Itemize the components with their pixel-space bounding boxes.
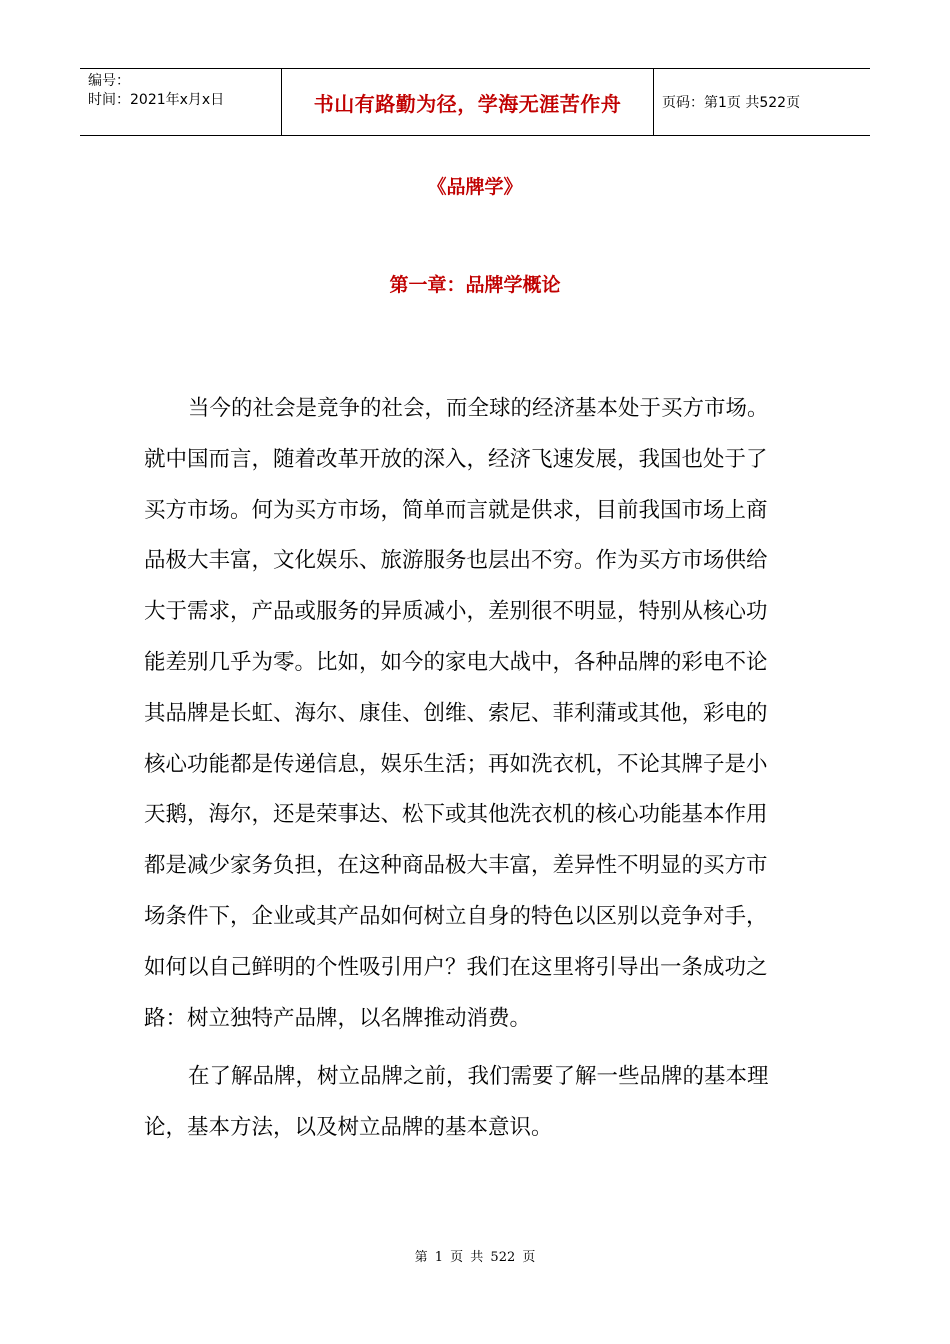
page-footer: 第 1 页 共 522 页 — [414, 1250, 536, 1265]
paragraph-line: 买方市场。何为买方市场，简单而言就是供求，目前我国市场上商 — [144, 497, 768, 523]
paragraph-line: 大于需求，产品或服务的异质减小，差别很不明显，特别从核心功 — [144, 599, 768, 625]
paragraph-line: 核心功能都是传递信息，娱乐生活；再如洗衣机，不论其牌子是小 — [144, 751, 768, 777]
header-number-label: 编号： — [88, 73, 130, 89]
paragraph-line: 论，基本方法，以及树立品牌的基本意识。 — [144, 1114, 553, 1140]
paragraph-line: 品极大丰富，文化娱乐、旅游服务也层出不穷。作为买方市场供给 — [144, 548, 768, 574]
paragraph-line: 其品牌是长虹、海尔、康佳、创维、索尼、菲利蒲或其他，彩电的 — [144, 700, 768, 726]
paragraph-line: 在了解品牌，树立品牌之前，我们需要了解一些品牌的基本理 — [188, 1064, 769, 1089]
paragraph-line: 能差别几乎为零。比如，如今的家电大战中，各种品牌的彩电不论 — [144, 649, 768, 675]
paragraph-line: 如何以自己鲜明的个性吸引用户？我们在这里将引导出一条成功之 — [144, 954, 768, 980]
page-header — [80, 68, 870, 136]
chapter-title: 第一章：品牌学概论 — [389, 274, 561, 296]
header-motto: 书山有路勤为径，学海无涯苦作舟 — [282, 69, 654, 135]
paragraph-line: 天鹅，海尔，还是荣事达、松下或其他洗衣机的核心功能基本作用 — [144, 802, 768, 828]
paragraph-2 — [144, 1052, 794, 1154]
paragraph-line: 当今的社会是竞争的社会，而全球的经济基本处于买方市场。 — [188, 396, 769, 421]
document-title: 《品牌学》 — [427, 176, 523, 198]
paragraph-line: 路：树立独特产品牌，以名牌推动消费。 — [144, 1005, 532, 1031]
header-page-info: 页码：第1页 共522页 — [662, 95, 801, 111]
paragraph-line: 场条件下，企业或其产品如何树立自身的特色以区别以竞争对手， — [144, 903, 768, 929]
paragraph-1 — [144, 384, 794, 1044]
paragraph-line: 就中国而言，随着改革开放的深入，经济飞速发展，我国也处于了 — [144, 446, 768, 472]
paragraph-line: 都是减少家务负担，在这种商品极大丰富，差异性不明显的买方市 — [144, 853, 768, 879]
header-meta — [80, 69, 282, 135]
header-time-label: 时间：2021年x月x日 — [88, 92, 225, 108]
